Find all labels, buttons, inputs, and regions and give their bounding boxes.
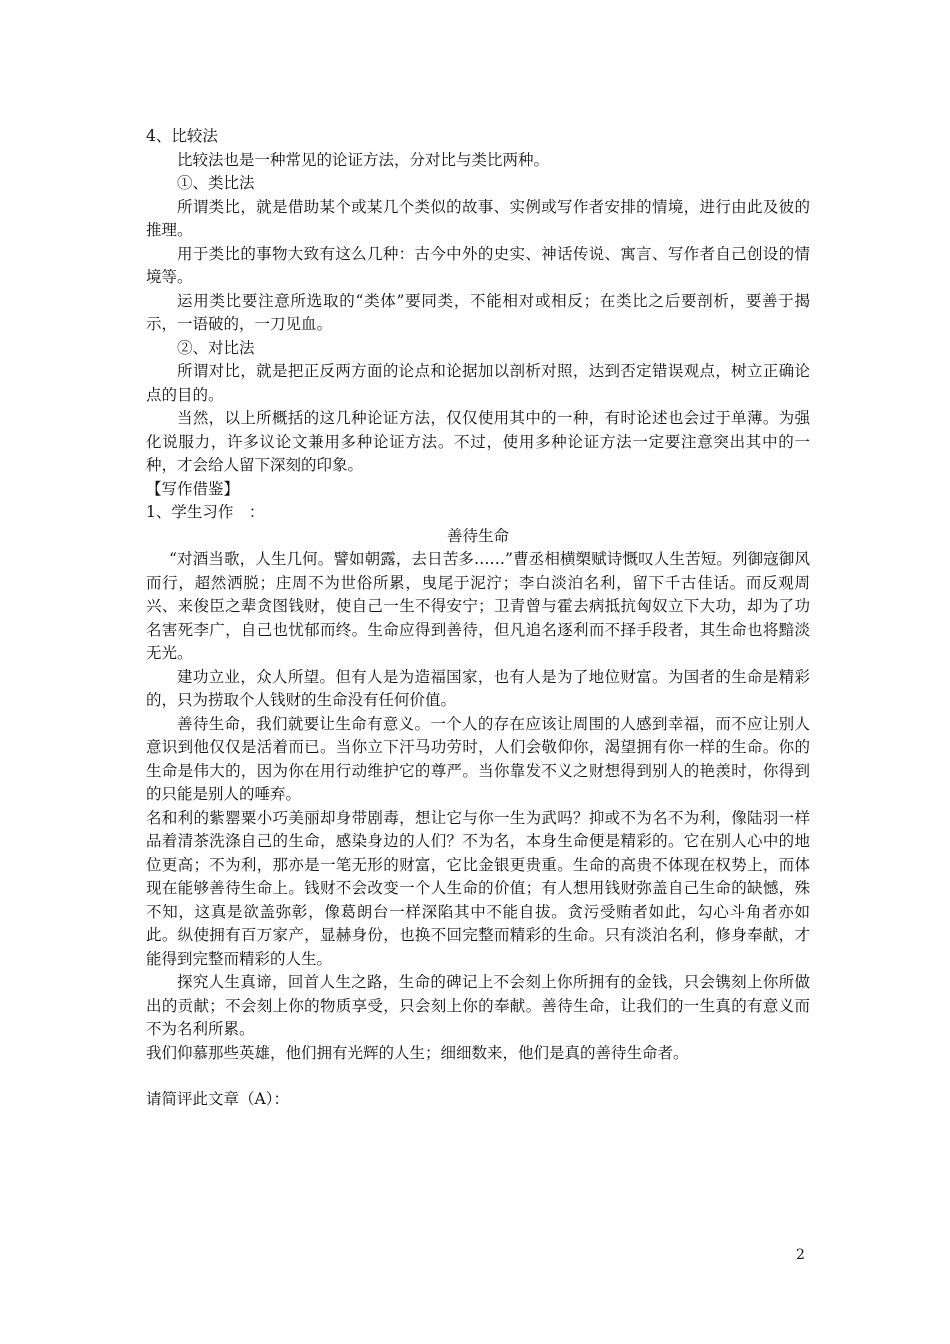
summary-paragraph: 当然，以上所概括的这几种论证方法，仅仅使用其中的一种，有时论述也会过于单薄。为强化说服力，许多议论文兼用多种论证方法。不过，使用多种论证方法一定要注意突出其中的一种，才会给人留下深刻的印象。 (146, 409, 810, 474)
analogy-heading: ①、类比法 (177, 174, 255, 192)
essay-paragraph-1: “对酒当歌，人生几何。譬如朝露，去日苦多……”曹丞相横槊赋诗慨叹人生苦短。列御寇御风而行，超然洒脱；庄周不为世俗所累，曳尾于泥泞；李白淡泊名利，留下千古佳话。而反观周兴、来俊臣之辈贪图钱财，使自己一生不得安宁；卫青曾与霍去病抵抗匈奴立下大功，却为了功名害死李广，自己也忧郁而终。生命应得到善待，但凡追名逐利而不择手段者，其生命也将黯淡无光。 (146, 550, 810, 662)
essay-paragraph-2: 建功立业，众人所望。但有人是为造福国家，也有人是为了地位财富。为国者的生命是精彩的，只为捞取个人钱财的生命没有任何价值。 (146, 667, 810, 709)
essay-paragraph-4: 名和利的紫罂粟小巧美丽却身带剧毒，想让它与你一生为武吗？抑或不为名不为利，像陆羽一样品着清茶洗涤自己的生命，感染身边的人们？不为名，本身生命便是精彩的。它在别人心中的地位更高；不为利，那亦是一笔无形的财富，它比金银更贵重。生命的高贵不体现在权势上，而体现在能够善待生命上。钱财不会改变一个人生命的价值；有人想用钱财弥盖自己生命的缺憾，殊不知，这真是欲盖弥彰，像葛朗台一样深陷其中不能自拔。贪污受贿者如此，勾心斗角者亦如此。纵使拥有百万家产，显赫身份，也换不回完整而精彩的生命。只有淡泊名利，修身奉献，才能得到完整而精彩的人生。 (146, 808, 810, 968)
writing-reference-heading: 【写作借鉴】 (146, 479, 240, 498)
analogy-paragraph-2: 用于类比的事物大致有这么几种：古今中外的史实、神话传说、寓言、写作者自己创设的情境等。 (146, 244, 810, 286)
student-work-heading: 1、学生习作 ： (146, 503, 265, 521)
document-body (146, 125, 810, 1112)
spacer (146, 1065, 810, 1088)
intro-paragraph: 比较法也是一种常见的论证方法，分对比与类比两种。 (177, 150, 550, 169)
contrast-heading: ②、对比法 (177, 338, 255, 357)
essay-paragraph-5: 探究人生真谛，回首人生之路，生命的碑记上不会刻上你所拥有的金钱，只会镌刻上你所做出的贡献；不会刻上你的物质享受，只会刻上你的奉献。善待生命，让我们的一生真的有意义而不为名利所累。 (146, 973, 810, 1038)
analogy-paragraph-1: 所谓类比，就是借助某个或某几个类似的故事、实例或写作者安排的情境，进行由此及彼的推理。 (146, 197, 810, 239)
section-heading: 4、比较法 (146, 127, 218, 145)
question-prompt: 请简评此文章（A）： (146, 1090, 289, 1108)
contrast-paragraph-1: 所谓对比，就是把正反两方面的论点和论据加以剖析对照，达到否定错误观点，树立正确论点的目的。 (146, 362, 810, 404)
essay-title: 善待生命 (446, 526, 509, 545)
analogy-paragraph-3: 运用类比要注意所选取的“类体”要同类，不能相对或相反；在类比之后要剖析，要善于揭示，一语破的，一刀见血。 (146, 291, 810, 333)
essay-paragraph-3: 善待生命，我们就要让生命有意义。一个人的存在应该让周围的人感到幸福，而不应让别人意识到他仅仅是活着而已。当你立下汗马功劳时，人们会敬仰你，渴望拥有你一样的生命。你的生命是伟大的，因为你在用行动维护它的尊严。当你靠发不义之财想得到别人的艳羡时，你得到的只能是别人的唾弃。 (146, 714, 810, 803)
page-number: 2 (796, 1247, 805, 1263)
essay-paragraph-6: 我们仰慕那些英雄，他们拥有光辉的人生；细细数来，他们是真的善待生命者。 (146, 1043, 689, 1062)
